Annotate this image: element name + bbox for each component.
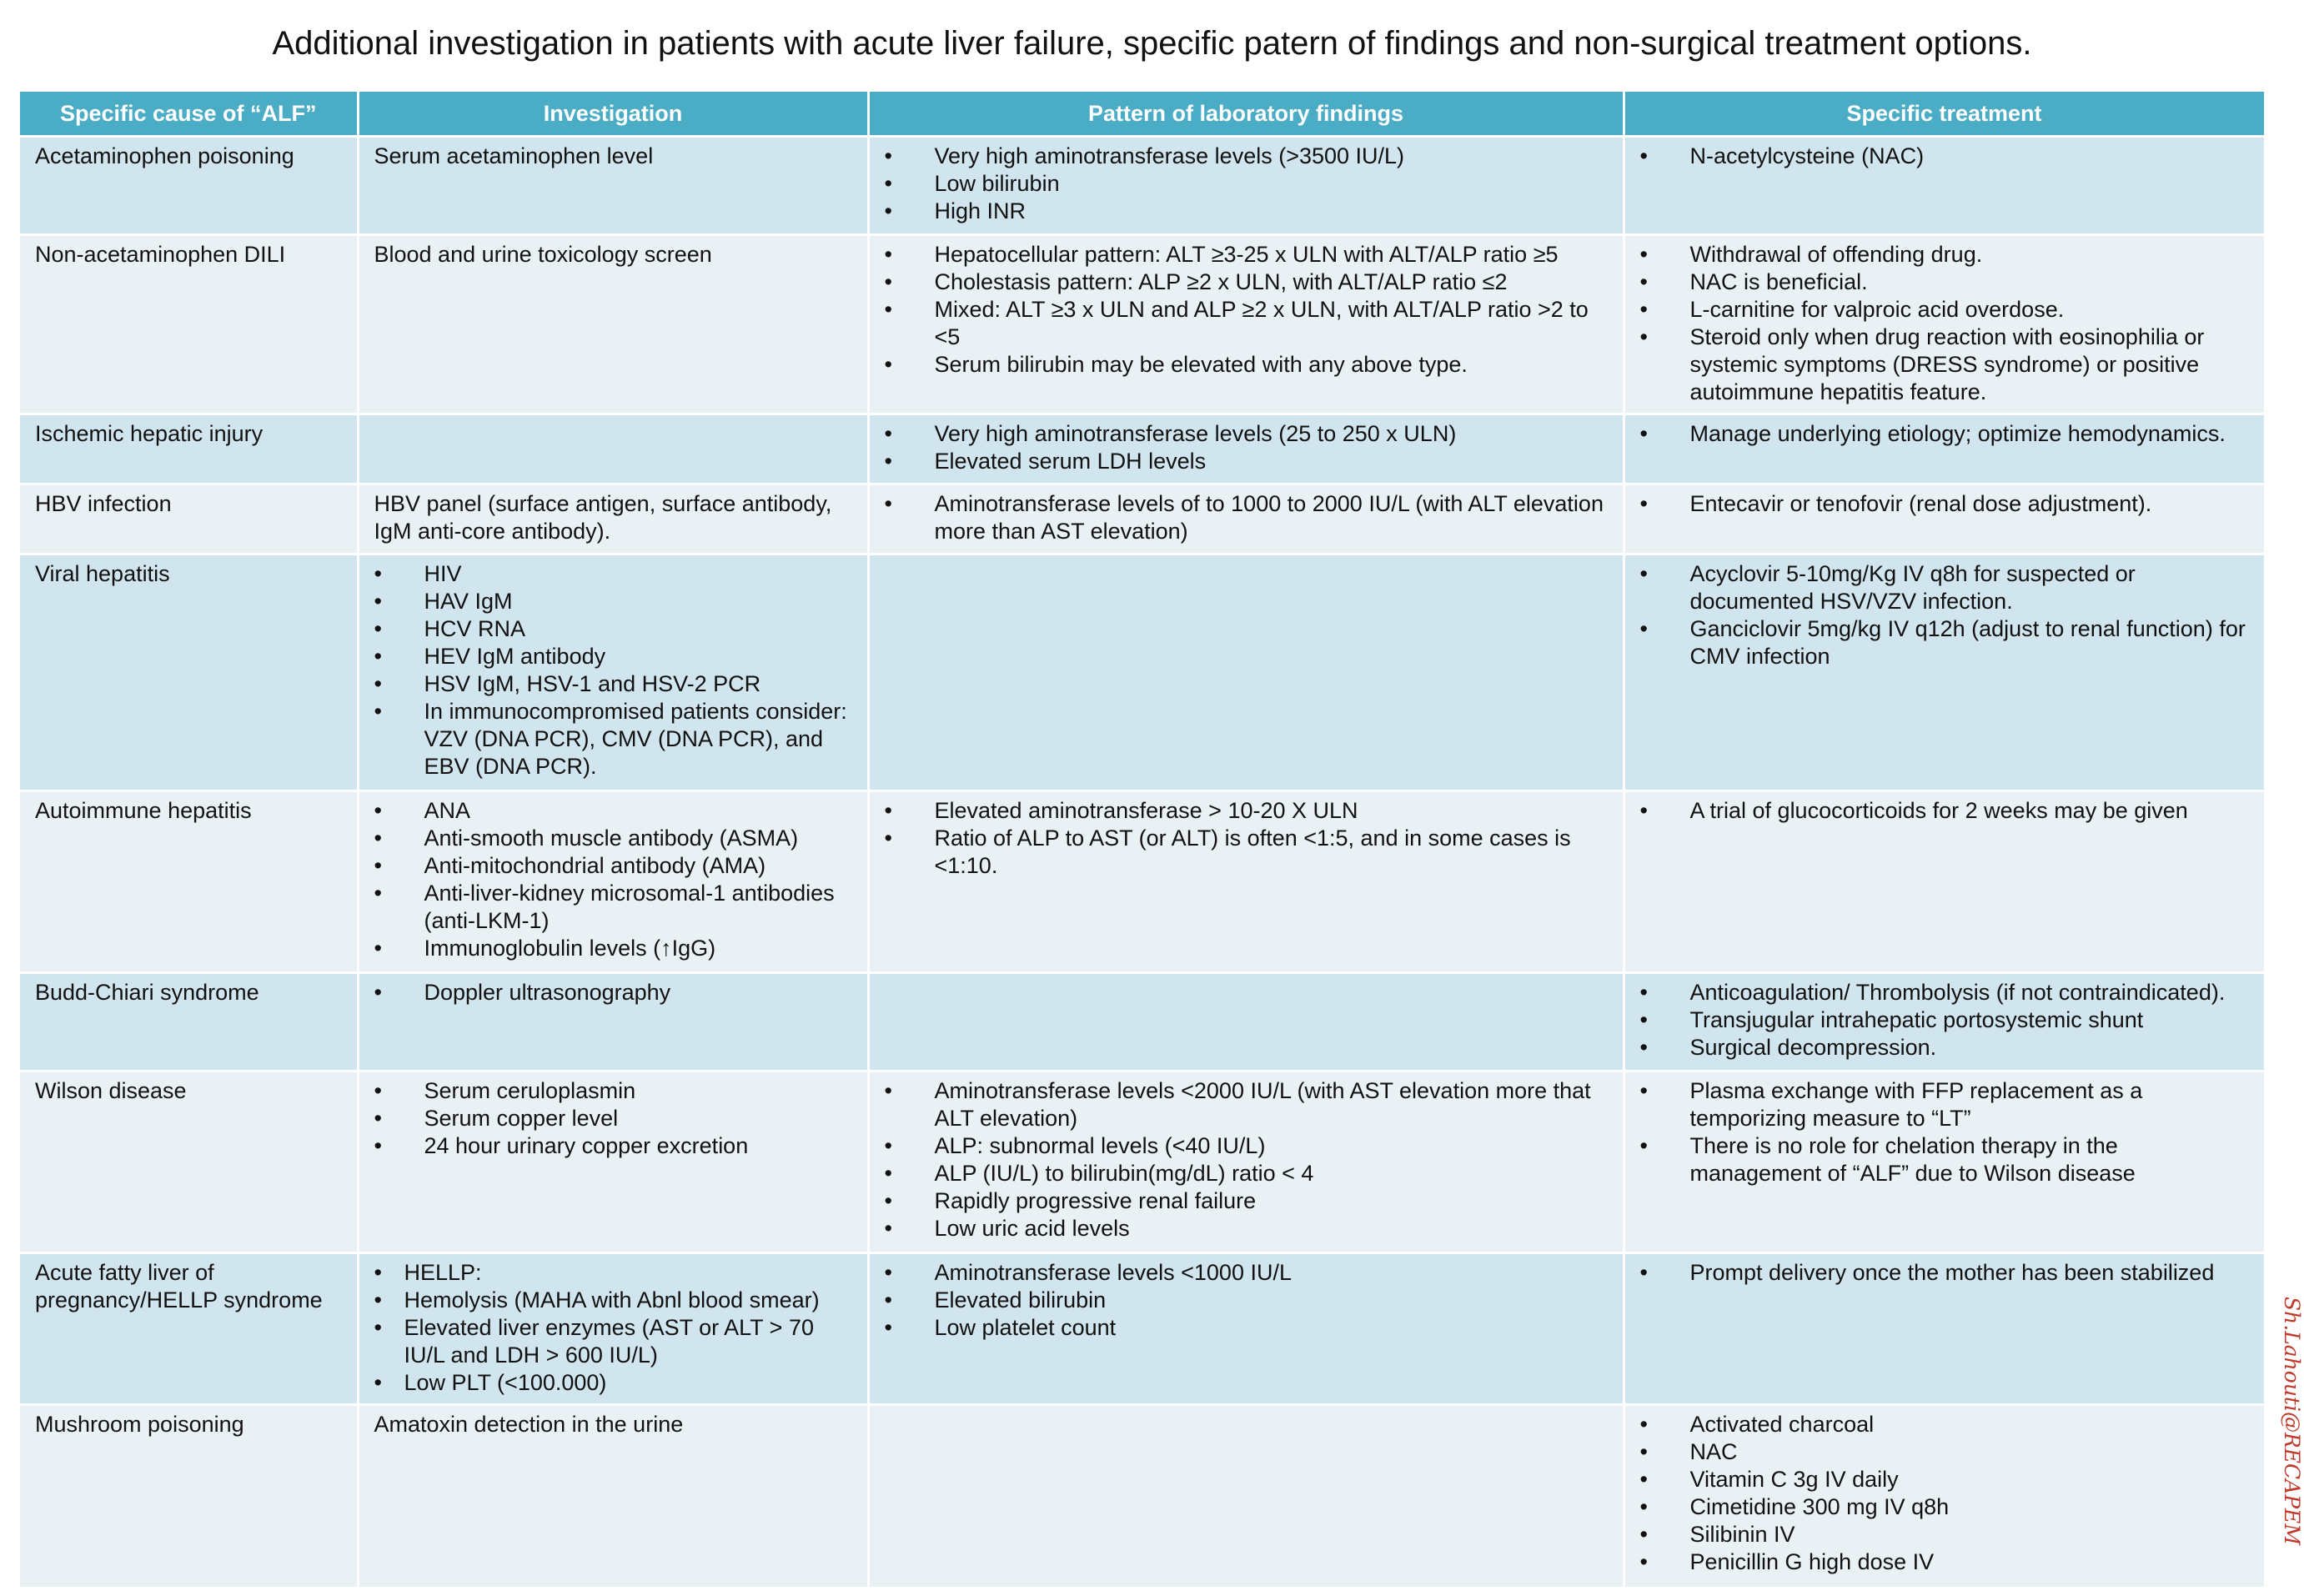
list-item: • Cholestasis pattern: ALP ≥2 x ULN, with ALT/ALP ratio ≤2 — [885, 269, 1611, 296]
list-item: • Activated charcoal — [1640, 1411, 2252, 1438]
signature: Sh.Lahouti@RECAPEM — [2280, 1297, 2304, 1545]
list-item: • Hepatocellular pattern: ALT ≥3-25 x ULN with ALT/ALP ratio ≥5 — [885, 241, 1611, 269]
list-item: • Anticoagulation/ Thrombolysis (if not contraindicated). — [1640, 979, 2252, 1006]
list-item: • Low platelet count — [885, 1314, 1611, 1342]
table-row — [20, 555, 2265, 791]
treatment-list — [1640, 797, 2252, 825]
treatment-cell — [1624, 1405, 2265, 1588]
list-item: • Silibinin IV — [1640, 1521, 2252, 1548]
treatment-cell — [1624, 791, 2265, 973]
investigation-cell — [358, 555, 868, 791]
treatment-list — [1640, 1077, 2252, 1187]
investigation-list — [374, 797, 856, 962]
list-item: • Acyclovir 5-10mg/Kg IV q8h for suspected or documented HSV/VZV infection. — [1640, 560, 2252, 615]
table-row — [20, 414, 2265, 484]
list-item: • NAC is beneficial. — [1640, 269, 2252, 296]
list-item: • Plasma exchange with FFP replacement as a temporizing measure to “LT” — [1640, 1077, 2252, 1132]
cause-cell: Mushroom poisoning — [20, 1405, 358, 1588]
list-item: • Low bilirubin — [885, 170, 1611, 198]
header-findings: Pattern of laboratory findings — [868, 92, 1624, 137]
list-item: • Immunoglobulin levels (↑IgG) — [374, 935, 856, 962]
list-item: • Mixed: ALT ≥3 x ULN and ALP ≥2 x ULN, with ALT/ALP ratio >2 to <5 — [885, 296, 1611, 351]
table-row — [20, 1253, 2265, 1405]
list-item: • HAV IgM — [374, 588, 856, 615]
header-row — [20, 92, 2265, 137]
findings-cell — [868, 414, 1624, 484]
cause-cell: Wilson disease — [20, 1072, 358, 1253]
treatment-cell — [1624, 414, 2265, 484]
list-item: • Elevated aminotransferase > 10-20 X ULN — [885, 797, 1611, 825]
treatment-list — [1640, 143, 2252, 170]
treatment-cell — [1624, 973, 2265, 1072]
list-item: • HCV RNA — [374, 615, 856, 643]
list-item: • Ratio of ALP to AST (or ALT) is often <1:5, and in some cases is <1:10. — [885, 825, 1611, 880]
list-item: • Withdrawal of offending drug. — [1640, 241, 2252, 269]
treatment-cell — [1624, 137, 2265, 235]
investigation-cell: Serum acetaminophen level — [358, 137, 868, 235]
list-item: • A trial of glucocorticoids for 2 weeks may be given — [1640, 797, 2252, 825]
findings-list — [885, 1259, 1611, 1342]
table-row — [20, 791, 2265, 973]
list-item: • Aminotransferase levels <1000 IU/L — [885, 1259, 1611, 1287]
list-item: • ALP: subnormal levels (<40 IU/L) — [885, 1132, 1611, 1160]
treatment-list — [1640, 1259, 2252, 1287]
table-row — [20, 973, 2265, 1072]
list-item: • ALP (IU/L) to bilirubin(mg/dL) ratio < 4 — [885, 1160, 1611, 1187]
findings-cell — [868, 973, 1624, 1072]
table-row — [20, 1072, 2265, 1253]
cause-cell: Autoimmune hepatitis — [20, 791, 358, 973]
investigation-cell: Amatoxin detection in the urine — [358, 1405, 868, 1588]
investigation-cell — [358, 1253, 868, 1405]
list-item: • N-acetylcysteine (NAC) — [1640, 143, 2252, 170]
treatment-cell — [1624, 235, 2265, 414]
cause-cell: Acute fatty liver of pregnancy/HELLP syndrome — [20, 1253, 358, 1405]
list-item: • L-carnitine for valproic acid overdose. — [1640, 296, 2252, 324]
findings-cell — [868, 1405, 1624, 1588]
list-item: • Penicillin G high dose IV — [1640, 1548, 2252, 1576]
findings-cell — [868, 235, 1624, 414]
list-item: • Serum ceruloplasmin — [374, 1077, 856, 1105]
findings-cell — [868, 484, 1624, 555]
table-row — [20, 1405, 2265, 1588]
list-item: • High INR — [885, 198, 1611, 225]
list-item: • Very high aminotransferase levels (>3500 IU/L) — [885, 143, 1611, 170]
list-item: • 24 hour urinary copper excretion — [374, 1132, 856, 1160]
header-cause: Specific cause of “ALF” — [20, 92, 358, 137]
list-item: • Elevated liver enzymes (AST or ALT > 70 IU/L and LDH > 600 IU/L) — [374, 1314, 856, 1369]
investigation-cell — [358, 414, 868, 484]
list-item: • HELLP: — [374, 1259, 856, 1287]
list-item: • Steroid only when drug reaction with eosinophilia or systemic symptoms (DRESS syndrome) or positive autoimmune hepatitis feature. — [1640, 324, 2252, 406]
list-item: • Entecavir or tenofovir (renal dose adjustment). — [1640, 490, 2252, 518]
investigation-list — [374, 979, 856, 1006]
table-row — [20, 235, 2265, 414]
investigation-list — [374, 1077, 856, 1160]
list-item: • Elevated bilirubin — [885, 1287, 1611, 1314]
treatment-list — [1640, 1411, 2252, 1576]
findings-cell — [868, 1072, 1624, 1253]
list-item: • HIV — [374, 560, 856, 588]
header-investigation: Investigation — [358, 92, 868, 137]
list-item: • Hemolysis (MAHA with Abnl blood smear) — [374, 1287, 856, 1314]
treatment-cell — [1624, 484, 2265, 555]
investigation-cell — [358, 973, 868, 1072]
list-item: • In immunocompromised patients consider: VZV (DNA PCR), CMV (DNA PCR), and EBV (DNA PCR). — [374, 698, 856, 780]
findings-cell — [868, 791, 1624, 973]
cause-cell: Ischemic hepatic injury — [20, 414, 358, 484]
treatment-cell — [1624, 1072, 2265, 1253]
list-item: • Low PLT (<100.000) — [374, 1369, 856, 1397]
list-item: • Elevated serum LDH levels — [885, 448, 1611, 475]
findings-list — [885, 241, 1611, 379]
investigation-list — [374, 560, 856, 780]
investigation-list — [374, 1259, 856, 1397]
findings-cell — [868, 555, 1624, 791]
table-row — [20, 484, 2265, 555]
cause-cell: Non-acetaminophen DILI — [20, 235, 358, 414]
findings-list — [885, 420, 1611, 475]
investigation-cell — [358, 1072, 868, 1253]
list-item: • Surgical decompression. — [1640, 1034, 2252, 1061]
cause-cell: Budd-Chiari syndrome — [20, 973, 358, 1072]
findings-cell — [868, 137, 1624, 235]
cause-cell: HBV infection — [20, 484, 358, 555]
list-item: • Doppler ultrasonography — [374, 979, 856, 1006]
page-title: Additional investigation in patients with acute liver failure, specific patern of findings and non-surgical treatment options. — [272, 25, 2032, 62]
treatment-list — [1640, 979, 2252, 1061]
findings-list — [885, 797, 1611, 880]
findings-list — [885, 143, 1611, 225]
treatment-list — [1640, 420, 2252, 448]
list-item: • Transjugular intrahepatic portosystemic shunt — [1640, 1006, 2252, 1034]
findings-list — [885, 1077, 1611, 1242]
list-item: • Low uric acid levels — [885, 1215, 1611, 1242]
list-item: • Aminotransferase levels of to 1000 to 2000 IU/L (with ALT elevation more than AST elevation) — [885, 490, 1611, 545]
findings-cell — [868, 1253, 1624, 1405]
list-item: • HSV IgM, HSV-1 and HSV-2 PCR — [374, 670, 856, 698]
list-item: • There is no role for chelation therapy in the management of “ALF” due to Wilson disease — [1640, 1132, 2252, 1187]
list-item: • Anti-liver-kidney microsomal-1 antibodies (anti-LKM-1) — [374, 880, 856, 935]
treatment-list — [1640, 490, 2252, 518]
list-item: • Vitamin C 3g IV daily — [1640, 1466, 2252, 1493]
list-item: • Anti-smooth muscle antibody (ASMA) — [374, 825, 856, 852]
investigation-cell: HBV panel (surface antigen, surface antibody, IgM anti-core antibody). — [358, 484, 868, 555]
list-item: • Rapidly progressive renal failure — [885, 1187, 1611, 1215]
list-item: • Ganciclovir 5mg/kg IV q12h (adjust to renal function) for CMV infection — [1640, 615, 2252, 670]
cause-cell: Acetaminophen poisoning — [20, 137, 358, 235]
list-item: • Aminotransferase levels <2000 IU/L (with AST elevation more that ALT elevation) — [885, 1077, 1611, 1132]
findings-list — [885, 490, 1611, 545]
list-item: • NAC — [1640, 1438, 2252, 1466]
alf-table — [20, 92, 2266, 1589]
treatment-list — [1640, 560, 2252, 670]
list-item: • Prompt delivery once the mother has been stabilized — [1640, 1259, 2252, 1287]
table-row — [20, 137, 2265, 235]
treatment-cell — [1624, 555, 2265, 791]
list-item: • Anti-mitochondrial antibody (AMA) — [374, 852, 856, 880]
cause-cell: Viral hepatitis — [20, 555, 358, 791]
header-treatment: Specific treatment — [1624, 92, 2265, 137]
list-item: • Serum bilirubin may be elevated with any above type. — [885, 351, 1611, 379]
investigation-cell — [358, 791, 868, 973]
list-item: • Manage underlying etiology; optimize hemodynamics. — [1640, 420, 2252, 448]
list-item: • Serum copper level — [374, 1105, 856, 1132]
table-body — [20, 137, 2265, 1588]
investigation-cell: Blood and urine toxicology screen — [358, 235, 868, 414]
list-item: • ANA — [374, 797, 856, 825]
list-item: • Cimetidine 300 mg IV q8h — [1640, 1493, 2252, 1521]
treatment-cell — [1624, 1253, 2265, 1405]
treatment-list — [1640, 241, 2252, 406]
list-item: • HEV IgM antibody — [374, 643, 856, 670]
list-item: • Very high aminotransferase levels (25 to 250 x ULN) — [885, 420, 1611, 448]
